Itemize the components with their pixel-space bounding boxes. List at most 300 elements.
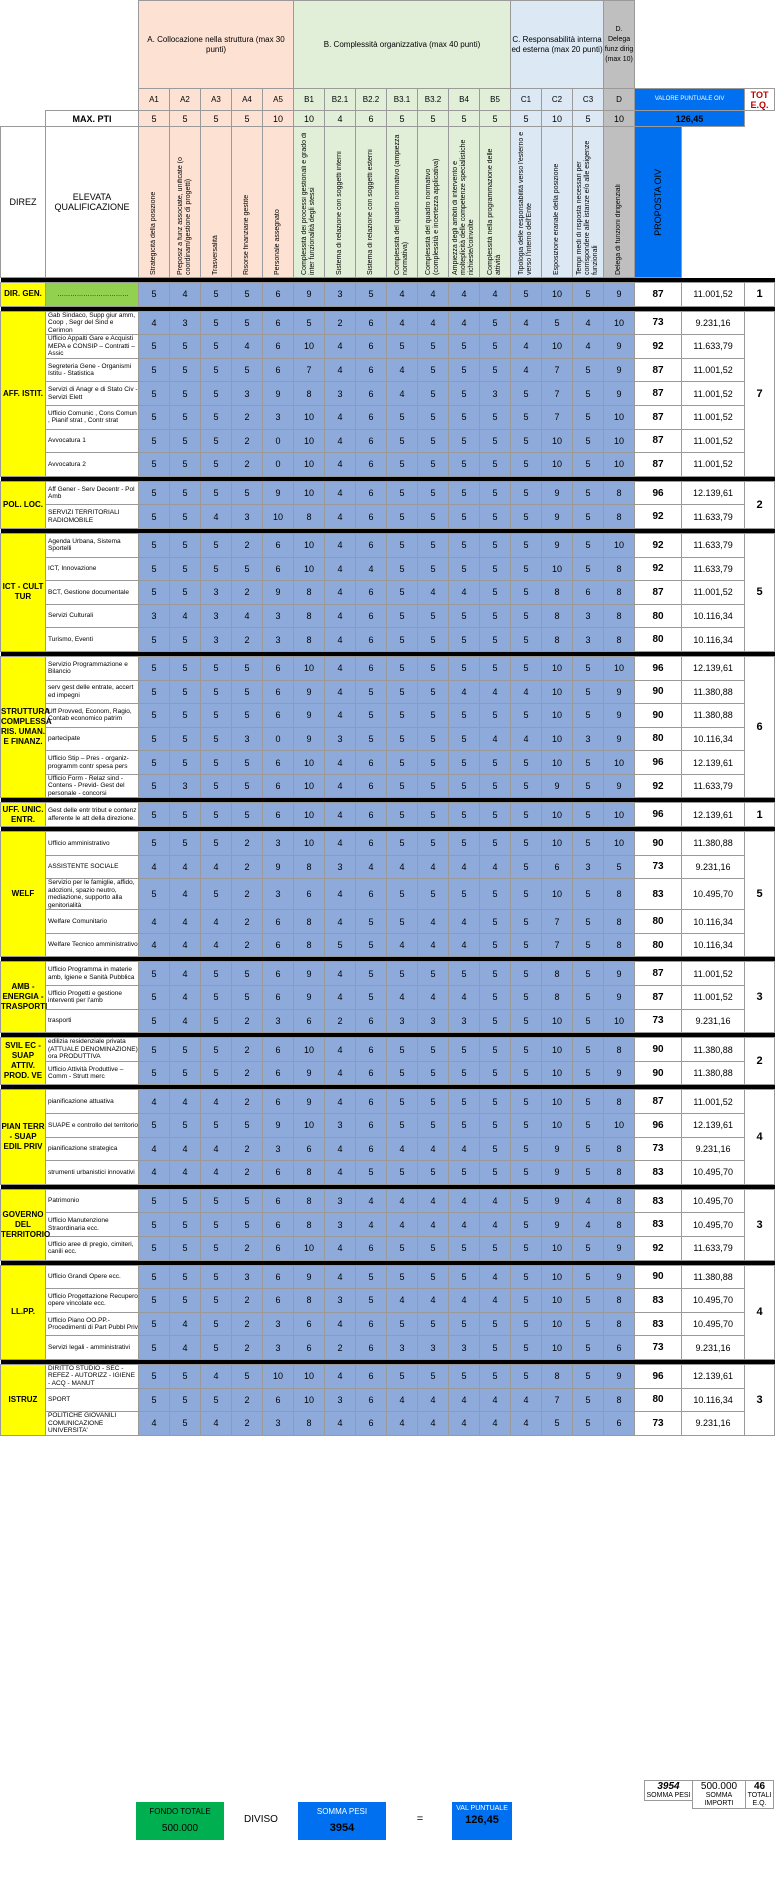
fondo-totale-box (136, 1802, 224, 1840)
score-cell: 5 (325, 933, 356, 957)
group-total: 3 (745, 962, 775, 1033)
score-cell: 5 (449, 358, 480, 382)
score-cell: 5 (573, 405, 604, 429)
score-cell: 4 (201, 933, 232, 957)
score-cell: 5 (170, 1213, 201, 1237)
score-cell: 5 (573, 1114, 604, 1138)
score-cell: 5 (449, 727, 480, 751)
score-cell: 5 (511, 962, 542, 986)
score-cell: 5 (511, 1364, 542, 1388)
score-cell: 5 (232, 986, 263, 1010)
table-row (1, 680, 775, 704)
score-cell: 5 (480, 1312, 511, 1336)
table-row (1, 855, 775, 879)
table-row (1, 986, 775, 1010)
score-cell: 3 (325, 1289, 356, 1313)
score-cell: 3 (325, 1213, 356, 1237)
spacer (682, 127, 745, 278)
proposta-value: 90 (635, 1038, 682, 1062)
score-cell: 5 (480, 429, 511, 453)
table-row (1, 1412, 775, 1436)
score-cell: 4 (325, 879, 356, 910)
score-cell: 5 (387, 910, 418, 934)
score-cell: 5 (449, 453, 480, 477)
office-name: Servizi di Anagr e di Stato Civ - Servizi Elett (46, 382, 139, 406)
score-cell: 4 (449, 1213, 480, 1237)
score-cell: 5 (139, 1038, 170, 1062)
score-cell: 9 (263, 1114, 294, 1138)
score-cell: 5 (201, 774, 232, 798)
score-cell: 5 (480, 1009, 511, 1033)
score-cell: 4 (170, 1161, 201, 1185)
score-cell: 10 (294, 774, 325, 798)
score-cell: 5 (511, 986, 542, 1010)
score-cell: 5 (480, 879, 511, 910)
diviso-text: DIVISO (244, 1814, 278, 1825)
score-cell: 5 (232, 962, 263, 986)
office-name: Agenda Urbana, Sistema Sportelli (46, 533, 139, 557)
score-cell: 4 (480, 1289, 511, 1313)
score-cell: 5 (387, 1061, 418, 1085)
score-cell: 6 (356, 1388, 387, 1412)
score-cell: 4 (418, 986, 449, 1010)
score-cell: 5 (511, 803, 542, 827)
score-cell: 5 (480, 751, 511, 775)
score-cell: 5 (139, 962, 170, 986)
score-cell: 6 (356, 1412, 387, 1436)
score-cell: 5 (449, 879, 480, 910)
group-total: 2 (745, 481, 775, 528)
score-cell: 6 (356, 1114, 387, 1138)
importo-value: 12.139,61 (682, 1364, 745, 1388)
score-cell: 5 (387, 803, 418, 827)
totali-eq-total-value: 46 (753, 1781, 766, 1792)
office-name: SERVIZI TERRITORIALI RADIOMOBILE (46, 505, 139, 529)
score-cell: 5 (170, 1189, 201, 1213)
score-cell: 5 (573, 1137, 604, 1161)
score-cell: 5 (170, 751, 201, 775)
group-header-b: B. Complessità organizzativa (max 40 punti) (294, 1, 511, 89)
score-cell: 5 (201, 1038, 232, 1062)
importo-value: 9.231,16 (682, 855, 745, 879)
score-cell: 5 (201, 962, 232, 986)
table-row (1, 832, 775, 856)
score-cell: 10 (294, 481, 325, 505)
max-points: 10 (542, 111, 573, 127)
score-cell: 5 (480, 505, 511, 529)
score-cell: 4 (449, 910, 480, 934)
score-cell: 5 (449, 533, 480, 557)
score-cell: 5 (170, 727, 201, 751)
score-cell: 8 (604, 557, 635, 581)
score-cell: 5 (573, 1312, 604, 1336)
score-cell: 6 (263, 533, 294, 557)
score-cell: 5 (573, 962, 604, 986)
score-cell: 8 (604, 1289, 635, 1313)
score-cell: 2 (232, 453, 263, 477)
score-cell: 5 (573, 1388, 604, 1412)
score-cell: 5 (387, 505, 418, 529)
score-cell: 4 (511, 727, 542, 751)
score-cell: 6 (263, 1189, 294, 1213)
office-name: ICT, Innovazione (46, 557, 139, 581)
score-cell: 4 (418, 1213, 449, 1237)
score-cell: 5 (387, 680, 418, 704)
score-cell: 5 (418, 405, 449, 429)
score-cell: 5 (170, 405, 201, 429)
score-cell: 6 (356, 581, 387, 605)
score-cell: 10 (604, 453, 635, 477)
score-cell: 5 (573, 505, 604, 529)
score-cell: 4 (573, 1189, 604, 1213)
importo-value: 11.001,52 (682, 962, 745, 986)
score-cell: 3 (263, 879, 294, 910)
score-cell: 5 (387, 879, 418, 910)
score-cell: 6 (356, 1336, 387, 1360)
score-cell: 5 (573, 533, 604, 557)
direction-label: ICT - CULT TUR (1, 533, 46, 651)
score-cell: 6 (294, 1336, 325, 1360)
score-cell: 4 (170, 1137, 201, 1161)
score-cell: 3 (170, 774, 201, 798)
score-cell: 5 (387, 335, 418, 359)
criterion-code: A1 (139, 89, 170, 111)
score-cell: 5 (449, 557, 480, 581)
score-cell: 5 (387, 1312, 418, 1336)
score-cell: 5 (356, 962, 387, 986)
max-points-label: MAX. PTI (46, 111, 139, 127)
score-cell: 3 (201, 628, 232, 652)
criterion-code: B5 (480, 89, 511, 111)
score-cell: 9 (294, 680, 325, 704)
score-cell: 4 (480, 855, 511, 879)
table-row (1, 1038, 775, 1062)
criterion-description: Tempi medi di risposta necessari per corrispondere alle istanze e/o alle esigenze funzionali (576, 140, 600, 275)
score-cell: 5 (449, 505, 480, 529)
score-cell: 8 (604, 481, 635, 505)
score-cell: 5 (232, 311, 263, 335)
score-cell: 8 (294, 1289, 325, 1313)
criterion-description: Complessità nella programmazione delle attività (487, 148, 503, 275)
table-row (1, 1161, 775, 1185)
office-name: Patrimonio (46, 1189, 139, 1213)
criterion-description-cell (325, 127, 356, 278)
somma-pesi-total-label: SOMMA PESI (646, 1792, 691, 1799)
score-cell: 8 (604, 1312, 635, 1336)
importo-value: 11.380,88 (682, 1061, 745, 1085)
criterion-description: Delega di funzioni dirigenziali (615, 184, 623, 275)
score-cell: 5 (387, 1265, 418, 1289)
score-cell: 4 (449, 855, 480, 879)
score-cell: 10 (294, 656, 325, 680)
score-cell: 5 (573, 832, 604, 856)
table-row (1, 1213, 775, 1237)
score-cell: 4 (418, 311, 449, 335)
table-row (1, 557, 775, 581)
score-cell: 5 (449, 481, 480, 505)
score-cell: 3 (325, 855, 356, 879)
score-cell: 4 (325, 358, 356, 382)
score-cell: 6 (263, 680, 294, 704)
score-cell: 6 (356, 1061, 387, 1085)
criterion-code: A3 (201, 89, 232, 111)
score-cell: 5 (418, 1090, 449, 1114)
score-cell: 8 (604, 1137, 635, 1161)
score-cell: 3 (263, 604, 294, 628)
score-cell: 5 (387, 581, 418, 605)
score-cell: 4 (418, 283, 449, 307)
importo-value: 9.231,16 (682, 1412, 745, 1436)
direction-label: GOVERNO DEL TERRITORIO (1, 1189, 46, 1260)
office-name: Servizio Programmazione e Bilancio (46, 656, 139, 680)
score-cell: 2 (325, 1336, 356, 1360)
max-points: 5 (232, 111, 263, 127)
importo-value: 12.139,61 (682, 481, 745, 505)
score-cell: 4 (325, 1312, 356, 1336)
score-cell: 5 (418, 604, 449, 628)
importo-value: 11.001,52 (682, 1090, 745, 1114)
score-cell: 10 (542, 1038, 573, 1062)
score-cell: 8 (294, 1161, 325, 1185)
score-cell: 5 (511, 832, 542, 856)
score-cell: 5 (449, 832, 480, 856)
score-cell: 5 (418, 382, 449, 406)
score-cell: 5 (418, 1364, 449, 1388)
table-row (1, 1137, 775, 1161)
score-cell: 5 (418, 335, 449, 359)
score-cell: 5 (418, 1161, 449, 1185)
score-cell: 6 (356, 879, 387, 910)
score-cell: 6 (356, 1236, 387, 1260)
importo-value: 10.495,70 (682, 1161, 745, 1185)
score-cell: 4 (511, 311, 542, 335)
score-cell: 5 (418, 481, 449, 505)
proposta-value: 92 (635, 533, 682, 557)
score-cell: 2 (232, 1090, 263, 1114)
score-cell: 5 (542, 1412, 573, 1436)
score-cell: 2 (232, 628, 263, 652)
score-cell: 3 (263, 1336, 294, 1360)
score-cell: 9 (604, 1265, 635, 1289)
score-cell: 3 (387, 1009, 418, 1033)
score-cell: 10 (294, 832, 325, 856)
max-points: 5 (201, 111, 232, 127)
importo-value: 11.001,52 (682, 453, 745, 477)
proposta-value: 87 (635, 358, 682, 382)
score-cell: 5 (511, 581, 542, 605)
score-cell: 5 (480, 933, 511, 957)
score-cell: 5 (387, 628, 418, 652)
score-cell: 4 (418, 1412, 449, 1436)
score-cell: 5 (139, 1213, 170, 1237)
score-cell: 5 (232, 680, 263, 704)
score-cell: 5 (573, 910, 604, 934)
importo-value: 12.139,61 (682, 656, 745, 680)
score-cell: 8 (294, 1213, 325, 1237)
score-cell: 8 (604, 505, 635, 529)
office-name: Ufficio Grandi Opere ecc. (46, 1265, 139, 1289)
score-cell: 2 (232, 1289, 263, 1313)
score-cell: 5 (201, 803, 232, 827)
proposta-value: 73 (635, 1336, 682, 1360)
score-cell: 8 (294, 505, 325, 529)
score-cell: 5 (511, 1312, 542, 1336)
score-cell: 10 (542, 656, 573, 680)
score-cell: 6 (294, 1312, 325, 1336)
score-cell: 3 (418, 1336, 449, 1360)
table-row (1, 533, 775, 557)
office-name: POLITICHE GIOVANILI COMUNICAZIONE UNIVERSITA' (46, 1412, 139, 1436)
score-cell: 5 (139, 1189, 170, 1213)
score-cell: 6 (263, 1265, 294, 1289)
score-cell: 5 (139, 557, 170, 581)
score-cell: 6 (356, 1090, 387, 1114)
score-cell: 8 (294, 1412, 325, 1436)
score-cell: 5 (356, 1289, 387, 1313)
score-cell: 5 (480, 405, 511, 429)
score-cell: 4 (387, 283, 418, 307)
score-cell: 10 (294, 803, 325, 827)
score-cell: 5 (201, 1236, 232, 1260)
score-cell: 4 (449, 311, 480, 335)
score-cell: 10 (542, 680, 573, 704)
score-cell: 4 (418, 933, 449, 957)
table-row (1, 1009, 775, 1033)
score-cell: 5 (387, 1364, 418, 1388)
score-cell: 5 (139, 1061, 170, 1085)
score-cell: 5 (449, 1038, 480, 1062)
importo-value: 10.495,70 (682, 879, 745, 910)
score-cell: 5 (170, 481, 201, 505)
score-cell: 5 (387, 751, 418, 775)
score-cell: 8 (294, 382, 325, 406)
max-points: 10 (294, 111, 325, 127)
score-cell: 4 (170, 1312, 201, 1336)
score-cell: 9 (604, 1236, 635, 1260)
score-cell: 5 (201, 1114, 232, 1138)
score-cell: 3 (418, 1009, 449, 1033)
score-cell: 4 (139, 933, 170, 957)
score-cell: 4 (387, 1289, 418, 1313)
score-cell: 4 (325, 656, 356, 680)
proposta-value: 80 (635, 1388, 682, 1412)
valore-puntuale-value: 126,45 (635, 111, 745, 127)
score-cell: 4 (387, 986, 418, 1010)
score-cell: 5 (480, 1137, 511, 1161)
somma-importi-total (692, 1780, 746, 1809)
table-row (1, 1364, 775, 1388)
table-row (1, 803, 775, 827)
score-cell: 5 (170, 1364, 201, 1388)
score-cell: 4 (480, 727, 511, 751)
score-cell: 5 (201, 680, 232, 704)
office-name: Ufficio Progettazione Recupero opere vincolate ecc. (46, 1289, 139, 1313)
table-row (1, 581, 775, 605)
score-cell: 5 (511, 557, 542, 581)
proposta-value: 87 (635, 382, 682, 406)
score-cell: 2 (325, 1009, 356, 1033)
score-cell: 6 (356, 1137, 387, 1161)
score-cell: 5 (573, 1090, 604, 1114)
score-cell: 4 (201, 1090, 232, 1114)
group-header-a: A. Collocazione nella struttura (max 30 punti) (139, 1, 294, 89)
importo-value: 11.633,79 (682, 774, 745, 798)
importo-value: 10.116,34 (682, 933, 745, 957)
criterion-description-cell (480, 127, 511, 278)
criterion-description-cell (356, 127, 387, 278)
score-cell: 5 (232, 1213, 263, 1237)
somma-pesi-total-value: 3954 (657, 1781, 680, 1792)
group-total: 4 (745, 1265, 775, 1359)
score-cell: 5 (573, 751, 604, 775)
criterion-description: Complessità del quadro normativo (ampiezza normativa) (394, 134, 410, 275)
score-cell: 3 (263, 832, 294, 856)
score-cell: 5 (232, 557, 263, 581)
score-cell: 10 (294, 751, 325, 775)
score-cell: 5 (139, 751, 170, 775)
score-cell: 6 (263, 358, 294, 382)
score-cell: 9 (294, 1061, 325, 1085)
criterion-description-cell (449, 127, 480, 278)
score-cell: 4 (418, 1289, 449, 1313)
score-cell: 5 (511, 1114, 542, 1138)
score-cell: 10 (294, 1236, 325, 1260)
group-total: 4 (745, 1090, 775, 1184)
max-points: 5 (449, 111, 480, 127)
score-cell: 4 (170, 933, 201, 957)
score-cell: 5 (449, 1265, 480, 1289)
office-name: Gest delle entr tribut e contenz afferente le att della direzione. (46, 803, 139, 827)
score-cell: 4 (232, 335, 263, 359)
score-cell: 8 (604, 1090, 635, 1114)
score-cell: 5 (418, 1265, 449, 1289)
importo-value: 10.116,34 (682, 910, 745, 934)
score-cell: 9 (542, 1137, 573, 1161)
score-cell: 5 (511, 855, 542, 879)
office-name: BCT, Gestione documentale (46, 581, 139, 605)
score-cell: 9 (604, 283, 635, 307)
score-cell: 2 (232, 533, 263, 557)
score-cell: 5 (170, 1114, 201, 1138)
criterion-description-cell (511, 127, 542, 278)
criterion-code: C3 (573, 89, 604, 111)
score-cell: 6 (356, 429, 387, 453)
score-cell: 4 (573, 1213, 604, 1237)
importo-value: 12.139,61 (682, 803, 745, 827)
score-cell: 5 (511, 405, 542, 429)
score-cell: 5 (542, 311, 573, 335)
score-cell: 5 (480, 1038, 511, 1062)
score-cell: 4 (387, 358, 418, 382)
score-cell: 4 (201, 1412, 232, 1436)
score-cell: 3 (325, 382, 356, 406)
score-cell: 4 (201, 1137, 232, 1161)
score-cell: 4 (170, 283, 201, 307)
proposta-value: 96 (635, 1114, 682, 1138)
score-cell: 4 (418, 1189, 449, 1213)
score-cell: 5 (480, 358, 511, 382)
score-cell: 5 (232, 358, 263, 382)
score-cell: 3 (170, 311, 201, 335)
score-cell: 4 (325, 429, 356, 453)
score-cell: 6 (263, 751, 294, 775)
max-points: 5 (387, 111, 418, 127)
score-cell: 4 (139, 1090, 170, 1114)
importo-value: 12.139,61 (682, 751, 745, 775)
score-cell: 3 (573, 628, 604, 652)
criterion-code: A5 (263, 89, 294, 111)
score-cell: 3 (232, 727, 263, 751)
